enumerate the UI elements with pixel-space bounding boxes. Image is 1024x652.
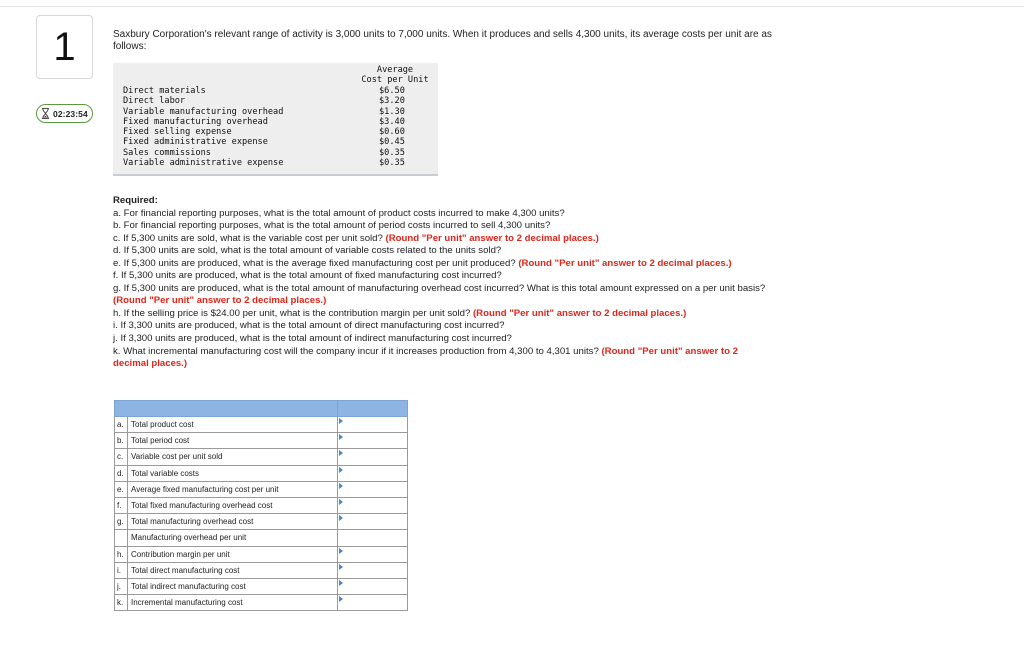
- answer-header-value-col: [338, 401, 408, 417]
- answer-row: [115, 497, 408, 513]
- answer-row-label: Total direct manufacturing cost: [128, 562, 338, 578]
- answer-row: [115, 562, 408, 578]
- answer-input-cell[interactable]: [338, 530, 408, 546]
- rounding-note: (Round "Per unit" answer to 2 decimal places.): [472, 307, 687, 319]
- cost-row-value: $6.50: [379, 86, 405, 96]
- required-item-k-text: k. What incremental manufacturing cost will the company incur if it increases production from 4,300 to 4,301 units?: [113, 345, 599, 357]
- cost-row-label: Sales commissions: [123, 147, 211, 158]
- answer-input[interactable]: [338, 547, 407, 562]
- rounding-note: (Round "Per unit" answer to 2 decimal places.): [113, 345, 738, 370]
- cost-table-rows: [123, 86, 433, 168]
- answer-table-body: [115, 417, 408, 611]
- cost-row: [123, 117, 433, 127]
- required-item-g-text: g. If 5,300 units are produced, what is the total amount of manufacturing overhead cost incurred? What is this total amount expressed on a per unit basis?: [113, 282, 766, 294]
- answer-row-letter: e.: [115, 481, 128, 497]
- answer-row: [115, 546, 408, 562]
- required-item-h-text: h. If the selling price is $24.00 per unit, what is the contribution margin per unit sold?: [113, 307, 471, 319]
- answer-row-letter: f.: [115, 497, 128, 513]
- answer-row-label: Total period cost: [128, 433, 338, 449]
- answer-row-label: Manufacturing overhead per unit: [128, 530, 338, 546]
- cost-row: [123, 127, 433, 137]
- cost-header-line1: Average: [376, 65, 414, 75]
- answer-row: [115, 465, 408, 481]
- cost-row-label: Direct materials: [123, 86, 206, 96]
- answer-row: [115, 481, 408, 497]
- answer-row-letter: k.: [115, 595, 128, 611]
- answer-input[interactable]: [338, 449, 407, 464]
- answer-row-letter: h.: [115, 546, 128, 562]
- answer-input[interactable]: [338, 482, 407, 497]
- answer-row-label: Total fixed manufacturing overhead cost: [128, 497, 338, 513]
- cost-row: [123, 158, 433, 168]
- required-item-c-text: c. If 5,300 units are sold, what is the variable cost per unit sold?: [113, 232, 383, 244]
- answer-row: [115, 514, 408, 530]
- cost-row: [123, 107, 433, 117]
- answer-row: [115, 595, 408, 611]
- cost-row-label: Fixed selling expense: [123, 127, 232, 138]
- top-divider: [0, 6, 1024, 7]
- required-item-g: [113, 283, 773, 308]
- cost-header-line2: Cost per Unit: [361, 75, 429, 85]
- required-item-e-text: e. If 5,300 units are produced, what is the average fixed manufacturing cost per unit produced?: [113, 257, 516, 269]
- answer-input[interactable]: [338, 595, 407, 610]
- answer-row-label: Contribution margin per unit: [128, 546, 338, 562]
- required-item-j: j. If 3,300 units are produced, what is the total amount of indirect manufacturing cost incurred?: [113, 333, 512, 345]
- answer-input[interactable]: [338, 417, 407, 432]
- answer-table-header: [115, 401, 408, 417]
- answer-input[interactable]: [338, 563, 407, 578]
- answer-row-label: Total indirect manufacturing cost: [128, 578, 338, 594]
- answer-row-letter: a.: [115, 417, 128, 433]
- answer-input-cell[interactable]: [338, 595, 408, 611]
- input-marker-icon: [339, 418, 343, 424]
- answer-row-letter: [115, 530, 128, 546]
- input-marker-icon: [339, 515, 343, 521]
- cost-row-value: $0.60: [379, 127, 405, 138]
- answer-input[interactable]: [338, 530, 407, 545]
- cost-row: [123, 96, 433, 106]
- input-marker-icon: [339, 467, 343, 473]
- answer-row-label: Total product cost: [128, 417, 338, 433]
- cost-table-header: [351, 65, 439, 85]
- timer-badge: [36, 104, 93, 123]
- required-item-f: f. If 5,300 units are produced, what is the total amount of fixed manufacturing cost incurred?: [113, 270, 502, 282]
- question-number-box: [36, 15, 93, 79]
- cost-row: [123, 86, 433, 96]
- answer-row-label: Total variable costs: [128, 465, 338, 481]
- rounding-note: (Round "Per unit" answer to 2 decimal places.): [385, 232, 599, 244]
- cost-row: [123, 137, 433, 147]
- cost-row-value: $0.35: [379, 147, 405, 158]
- answer-input-cell[interactable]: [338, 433, 408, 449]
- cost-row-label: Fixed manufacturing overhead: [123, 116, 268, 127]
- answer-input-cell[interactable]: [338, 497, 408, 513]
- cost-row-value: $0.35: [379, 158, 405, 169]
- question-number: 1: [53, 24, 76, 69]
- answer-row-letter: c.: [115, 449, 128, 465]
- cost-row-value: $1.30: [379, 106, 405, 117]
- cost-row-value: $3.20: [379, 96, 405, 107]
- required-item-c: [113, 233, 773, 246]
- input-marker-icon: [339, 483, 343, 489]
- answer-row: [115, 449, 408, 465]
- answer-input-cell[interactable]: [338, 481, 408, 497]
- answer-row-letter: d.: [115, 465, 128, 481]
- answer-table: [114, 400, 408, 611]
- answer-input[interactable]: [338, 514, 407, 529]
- answer-row-letter: i.: [115, 562, 128, 578]
- cost-row-label: Variable administrative expense: [123, 158, 284, 169]
- timer-text: 02:23:54: [53, 108, 88, 119]
- input-marker-icon: [339, 548, 343, 554]
- answer-row: [115, 578, 408, 594]
- required-section: [113, 195, 773, 371]
- answer-input[interactable]: [338, 466, 407, 481]
- answer-input-cell[interactable]: [338, 514, 408, 530]
- required-item-k: [113, 346, 773, 371]
- answer-row-letter: b.: [115, 433, 128, 449]
- answer-header-label-col: [115, 401, 338, 417]
- answer-input-cell[interactable]: [338, 546, 408, 562]
- required-item-h: [113, 308, 773, 321]
- required-item-d: d. If 5,300 units are sold, what is the total amount of variable costs related to the units sold?: [113, 245, 502, 257]
- rounding-note: (Round "Per unit" answer to 2 decimal places.): [518, 257, 732, 269]
- required-item-i: i. If 3,300 units are produced, what is the total amount of direct manufacturing cost incurred?: [113, 320, 505, 332]
- input-marker-icon: [339, 564, 343, 570]
- answer-input-cell[interactable]: [338, 449, 408, 465]
- cost-row: [123, 148, 433, 158]
- input-marker-icon: [339, 499, 343, 505]
- answer-row-label: Total manufacturing overhead cost: [128, 514, 338, 530]
- input-marker-icon: [339, 580, 343, 586]
- input-marker-icon: [339, 450, 343, 456]
- cost-table: [113, 63, 438, 176]
- cost-row-value: $3.40: [379, 116, 405, 127]
- answer-input-cell[interactable]: [338, 578, 408, 594]
- answer-row: [115, 433, 408, 449]
- required-item-b: b. For financial reporting purposes, what is the total amount of period costs incurred to sell 4,300 units?: [113, 220, 551, 232]
- required-item-a: a. For financial reporting purposes, what is the total amount of product costs incurred to make 4,300 units?: [113, 207, 565, 219]
- answer-row-label: Incremental manufacturing cost: [128, 595, 338, 611]
- answer-row: [115, 417, 408, 433]
- required-title: Required:: [113, 195, 158, 206]
- answer-input-cell[interactable]: [338, 562, 408, 578]
- question-intro: Saxbury Corporation's relevant range of activity is 3,000 units to 7,000 units. When it produces and sells 4,300 units, its average costs per unit are as follows:: [113, 29, 772, 52]
- answer-input-cell[interactable]: [338, 465, 408, 481]
- rounding-note: (Round "Per unit" answer to 2 decimal places.): [113, 295, 327, 307]
- answer-row-label: Average fixed manufacturing cost per unit: [128, 481, 338, 497]
- input-marker-icon: [339, 596, 343, 602]
- answer-input[interactable]: [338, 433, 407, 448]
- answer-row-letter: g.: [115, 514, 128, 530]
- answer-input[interactable]: [338, 498, 407, 513]
- input-marker-icon: [339, 434, 343, 440]
- cost-row-label: Variable manufacturing overhead: [123, 106, 284, 117]
- answer-row: [115, 530, 408, 546]
- hourglass-icon: [41, 108, 50, 119]
- answer-input[interactable]: [338, 579, 407, 594]
- answer-row-label: Variable cost per unit sold: [128, 449, 338, 465]
- answer-input-cell[interactable]: [338, 417, 408, 433]
- cost-row-label: Fixed administrative expense: [123, 137, 268, 148]
- required-item-e: [113, 258, 773, 271]
- cost-row-value: $0.45: [379, 137, 405, 148]
- cost-row-label: Direct labor: [123, 96, 186, 107]
- answer-row-letter: j.: [115, 578, 128, 594]
